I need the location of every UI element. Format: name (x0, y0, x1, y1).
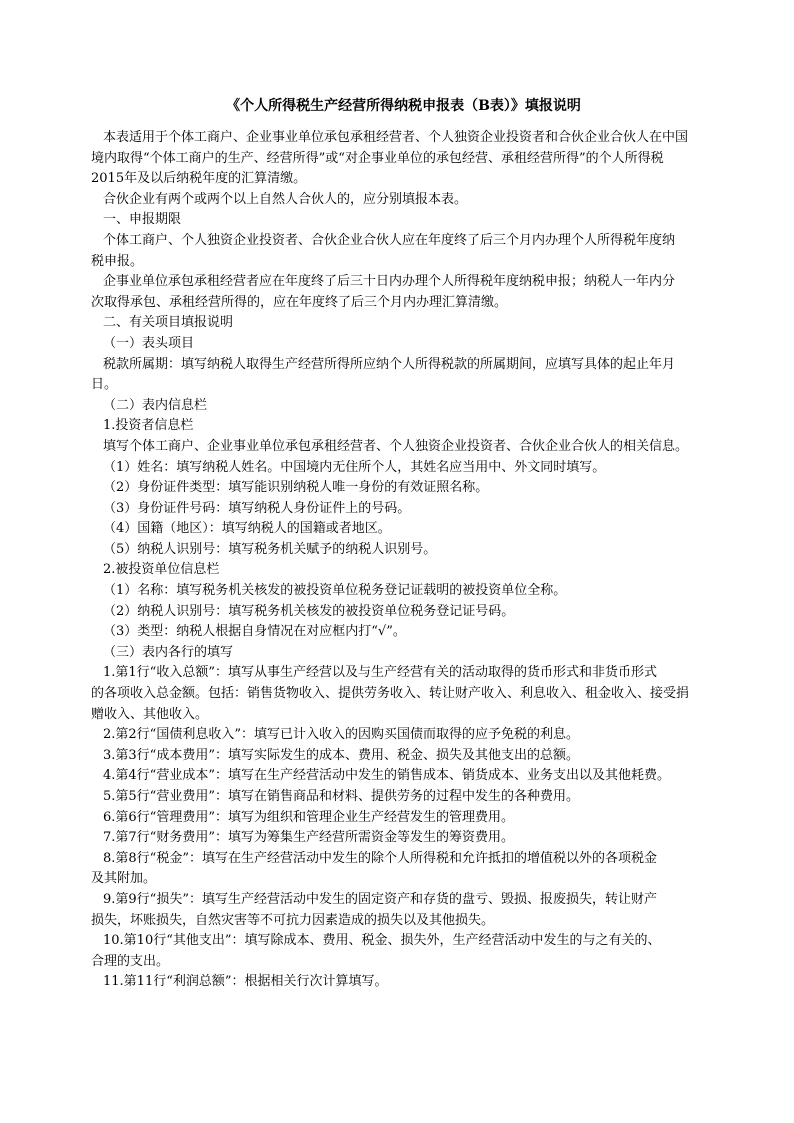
text-line: （二）表内信息栏 (103, 397, 208, 413)
text-line: 税款所属期：填写纳税人取得生产经营所得所应纳个人所得税款的所属期间，应填写具体的起止年月 (103, 356, 676, 372)
text-line: 次取得承包、承租经营所得的，应在年度终了后三个月内办理汇算清缴。 (91, 294, 508, 310)
text-line: 10.第10行“其他支出”：填写除成本、费用、税金、损失外，生产经营活动中发生的与之有关的、 (103, 933, 661, 949)
text-line: 损失，坏账损失，自然灾害等不可抗力因素造成的损失以及其他损失。 (91, 912, 495, 928)
text-line: 6.第6行“管理费用”：填写为组织和管理企业生产经营发生的管理费用。 (103, 809, 514, 825)
text-line: （2）身份证件类型：填写能识别纳税人唯一身份的有效证照名称。 (103, 480, 489, 496)
text-line: 4.第4行“营业成本”：填写在生产经营活动中发生的销售成本、销货成本、业务支出以及其他耗费。 (103, 768, 670, 784)
text-line: （一）表头项目 (103, 335, 195, 351)
text-line: 11.第11行“利润总额”：根据相关行次计算填写。 (103, 974, 388, 990)
text-line: 赠收入、其他收入。 (91, 706, 209, 722)
text-line: （2）纳税人识别号：填写税务机关核发的被投资单位税务登记证号码。 (103, 603, 515, 619)
text-line: （1）姓名：填写纳税人姓名。中国境内无住所个人，其姓名应当用中、外文同时填写。 (103, 459, 606, 475)
text-line: 企事业单位承包承租经营者应在年度终了后三十日内办理个人所得税年度纳税申报；纳税人一年内分 (103, 274, 676, 290)
text-line: 1.第1行“收入总额”：填写从事生产经营以及与生产经营有关的活动取得的货币形式和非货币形式 (103, 665, 657, 681)
text-line: 及其附加。 (91, 871, 157, 887)
text-line: 税申报。 (91, 253, 144, 269)
text-line: 的各项收入总金额。包括：销售货物收入、提供劳务收入、转让财产收入、利息收入、租金收入、接受捐 (91, 686, 690, 702)
text-line: 2.被投资单位信息栏 (103, 562, 220, 578)
document-body (91, 128, 704, 993)
text-line: （3）类型：纳税人根据自身情况在对应框内打“√”。 (103, 624, 406, 640)
text-line: 2015年及以后纳税年度的汇算清缴。 (91, 171, 307, 187)
text-line: 5.第5行“营业费用”：填写在销售商品和材料、提供劳务的过程中发生的各种费用。 (103, 789, 579, 804)
document-title: 《个人所得税生产经营所得纳税申报表（B表）》填报说明 (226, 98, 581, 114)
text-line: （4）国籍（地区）：填写纳税人的国籍或者地区。 (103, 521, 391, 537)
text-line: 一、申报期限 (103, 212, 182, 228)
text-line: 日。 (91, 377, 118, 393)
text-line: （3）身份证件号码：填写纳税人身份证件上的号码。 (103, 500, 411, 516)
text-line: （三）表内各行的填写 (103, 644, 234, 660)
text-line: 填写个体工商户、企业事业单位承包承租经营者、个人独资企业投资者、合伙企业合伙人的相关信息。 (103, 438, 689, 454)
text-line: 本表适用于个体工商户、企业事业单位承包承租经营者、个人独资企业投资者和合伙企业合伙人在中国 (103, 130, 689, 145)
text-line: 合伙企业有两个或两个以上自然人合伙人的，应分别填报本表。 (103, 191, 468, 207)
text-line: 7.第7行“财务费用”：填写为筹集生产经营所需资金等发生的筹资费用。 (103, 830, 514, 846)
text-line: 合理的支出。 (91, 953, 170, 969)
text-line: 二、有关项目填报说明 (103, 315, 234, 331)
text-line: （5）纳税人识别号：填写税务机关赋予的纳税人识别号。 (103, 541, 437, 557)
text-line: 2.第2行“国债利息收入”：填写已计入收入的因购买国债而取得的应予免税的利息。 (103, 727, 579, 743)
text-line: （1）名称：填写税务机关核发的被投资单位税务登记证载明的被投资单位全称。 (103, 583, 567, 599)
text-line: 9.第9行“损失”：填写生产经营活动中发生的固定资产和存货的盘亏、毁损、报废损失，转让财产 (103, 891, 657, 907)
text-line: 8.第8行“税金”：填写在生产经营活动中发生的除个人所得税和允许抵扣的增值税以外的各项税金 (103, 850, 657, 866)
text-line: 1.投资者信息栏 (103, 418, 194, 434)
text-line: 境内取得“个体工商户的生产、经营所得”或“对企事业单位的承包经营、承租经营所得”的个人所得税 (91, 150, 664, 166)
text-line: 3.第3行“成本费用”：填写实际发生的成本、费用、税金、损失及其他支出的总额。 (103, 747, 579, 763)
text-line: 个体工商户、个人独资企业投资者、合伙企业合伙人应在年度终了后三个月内办理个人所得税年度纳 (103, 232, 676, 248)
